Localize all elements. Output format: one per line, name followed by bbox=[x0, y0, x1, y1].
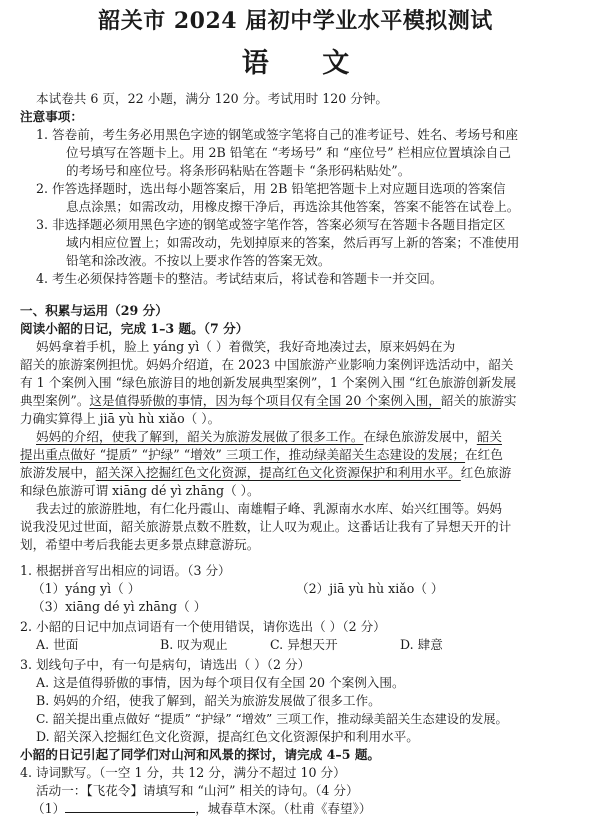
q2-option: A. 世面 bbox=[36, 637, 79, 652]
notice-line: 铅笔和涂改液。不按以上要求作答的答案无效。 bbox=[66, 253, 331, 268]
underlined-sentence-b: 妈妈的介绍，使我了解到，韶关为旅游发展做了很多工作。 bbox=[36, 429, 364, 444]
q2-stem: 2. 小韶的日记中加点词语有一个使用错误，请你选出（ ）（2 分） bbox=[20, 619, 386, 634]
notice-line: 4. 考生必须保持答题卡的整洁。考试结束后，将试卷和答题卡一并交回。 bbox=[36, 271, 443, 286]
reading-instruction: 阅读小韶的日记，完成 1–3 题。（7 分） bbox=[20, 321, 249, 336]
q2-option: D. 肆意 bbox=[400, 637, 443, 652]
underlined-sentence-a: 这是值得骄傲的事情，因为每个项目仅有全国 20 个案例入围， bbox=[89, 393, 441, 408]
diary-line: 旅游发展中，韶关深入挖掘红色文化资源，提高红色文化资源保护和利用水平。红色旅游 bbox=[20, 465, 512, 480]
notice-line: 1. 答卷前，考生务必用黑色字迹的钢笔或签字笔将自己的准考证号、姓名、考场号和座 bbox=[36, 127, 518, 142]
notice-line: 3. 非选择题必须用黑色字迹的钢笔或签字笔作答，答案必须写在答题卡各题目指定区 bbox=[36, 217, 506, 232]
q3-option: D. 韶关深入挖掘红色文化资源，提高红色文化资源保护和利用水平。 bbox=[36, 729, 419, 744]
diary-line: 有 1 个案例入围 “绿色旅游目的地创新发展典型案例”，1 个案例入围 “红色旅游创新发展 bbox=[20, 375, 517, 390]
q4-stem: 4. 诗词默写。（一空 1 分，共 12 分，满分不超过 10 分） bbox=[20, 765, 346, 780]
diary-line: 典型案例”。这是值得骄傲的事情，因为每个项目仅有全国 20 个案例入围，韶关的旅游实 bbox=[20, 393, 517, 408]
intro-line: 本试卷共 6 页，22 小题，满分 120 分。考试用时 120 分钟。 bbox=[36, 91, 389, 106]
bridge-instruction: 小韶的日记引起了同学们对山河和风景的探讨，请完成 4–5 题。 bbox=[20, 747, 381, 762]
diary-line: 韶关的旅游案例担忧。妈妈介绍道，在 2023 中国旅游产业影响力案例评选活动中，韶关 bbox=[20, 357, 514, 372]
q1-stem: 1. 根据拼音写出相应的词语。（3 分） bbox=[20, 563, 231, 578]
q4-activity: 活动一：【飞花令】请填写和 “山河” 相关的诗句。（4 分） bbox=[36, 783, 359, 798]
diary-line: 提出重点做好 “提质” “护绿” “增效” 三项工作，推动绿美韶关生态建设的发展；在红色 bbox=[20, 447, 503, 462]
section-heading: 一、积累与运用（29 分） bbox=[20, 303, 168, 318]
diary-line: 划，希望中考后我能去更多景点肆意游玩。 bbox=[20, 537, 260, 552]
q1-item-2: （2）jiā yù hù xiǎo（ ） bbox=[296, 581, 444, 596]
q2-option: C. 异想天开 bbox=[270, 637, 338, 652]
notice-line: 2. 作答选择题时，选出每小题答案后，用 2B 铅笔把答题卡上对应题目选项的答案信 bbox=[36, 181, 506, 196]
q3-stem: 3. 划线句子中，有一句是病句，请选出（ ）（2 分） bbox=[20, 657, 311, 672]
q4-item-1: （1） ，城春草木深。（杜甫《春望》） bbox=[32, 801, 372, 816]
notice-line: 息点涂黑；如需改动，用橡皮擦干净后，再选涂其他答案，答案不能答在试卷上。 bbox=[66, 199, 520, 214]
q1-item-3: （3）xiāng dé yì zhāng（ ） bbox=[32, 599, 207, 614]
diary-line: 妈妈拿着手机，脸上 yáng yì（ ）着微笑，我好奇地凑过去，原来妈妈在为 bbox=[36, 339, 456, 354]
diary-line: 我去过的旅游胜地，有仁化丹霞山、南雄帽子峰、乳源南水水库、始兴红围等。妈妈 bbox=[36, 501, 502, 516]
notice-line: 的考场号和座位号。将条形码粘贴在答题卡 “条形码粘贴处”。 bbox=[66, 163, 411, 178]
underlined-sentence-d: 韶关深入挖掘红色文化资源，提高红色文化资源保护和利用水平。 bbox=[95, 465, 461, 480]
diary-line: 妈妈的介绍，使我了解到，韶关为旅游发展做了很多工作。在绿色旅游发展中，韶关 bbox=[36, 429, 502, 444]
notice-line: 域内相应位置上；如需改动，先划掉原来的答案，然后再写上新的答案；不准使用 bbox=[66, 235, 520, 250]
notice-line: 位号填写在答题卡上。用 2B 铅笔在 “考场号” 和 “座位号” 栏相应位置填涂自己 bbox=[66, 145, 511, 160]
underlined-sentence-c: 提出重点做好 “提质” “护绿” “增效” 三项工作，推动绿美韶关生态建设的发展； bbox=[20, 447, 466, 462]
q2-option: B. 叹为观止 bbox=[160, 637, 228, 652]
exam-title: 韶关市 2024 届初中学业水平模拟测试 bbox=[98, 8, 493, 34]
diary-line: 说我没见过世面，韶关旅游景点数不胜数，让人叹为观止。这番话让我有了异想天开的计 bbox=[20, 519, 512, 534]
q3-option: C. 韶关提出重点做好 “提质” “护绿” “增效” 三项工作，推动绿美韶关生态建设的发展。 bbox=[36, 712, 508, 726]
diary-line: 和绿色旅游可谓 xiāng dé yì zhāng（ ）。 bbox=[20, 483, 260, 498]
subject-title: 语 文 bbox=[241, 48, 372, 79]
notice-heading: 注意事项： bbox=[20, 109, 83, 124]
diary-line: 力确实算得上 jiā yù hù xiǎo（ ）。 bbox=[20, 411, 221, 426]
answer-blank[interactable] bbox=[65, 800, 195, 813]
q3-option: B. 妈妈的介绍，使我了解到，韶关为旅游发展做了很多工作。 bbox=[36, 693, 381, 708]
q1-item-1: （1）yáng yì（ ） bbox=[32, 581, 141, 596]
q3-option: A. 这是值得骄傲的事情，因为每个项目仅有全国 20 个案例入围。 bbox=[36, 675, 405, 690]
